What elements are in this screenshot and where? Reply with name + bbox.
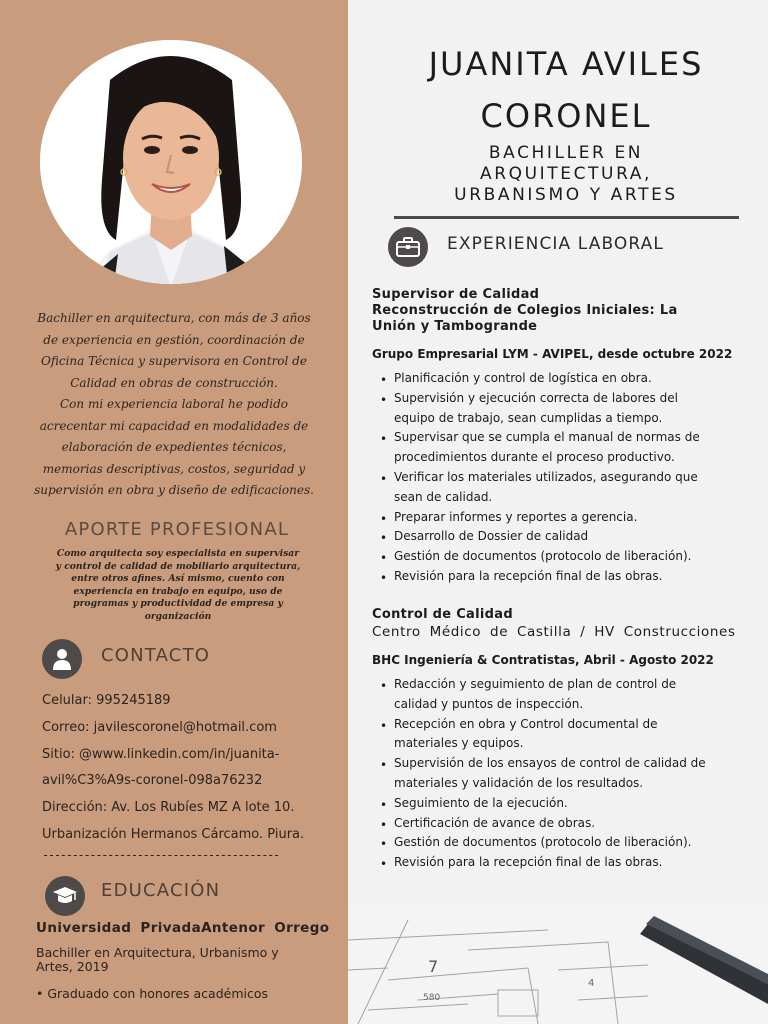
- job-duties: [372, 675, 740, 873]
- aporte-text: [38, 548, 318, 623]
- contact-website[interactable]: Sitio: @www.linkedin.com/in/juanita-: [42, 746, 280, 762]
- contact-details: [42, 688, 332, 849]
- aporte-line: programas y productividad de empresa y: [73, 598, 283, 609]
- job-title: [390, 143, 742, 206]
- list-item: • Seguimiento de la ejecución.: [372, 794, 740, 814]
- summary-line: Bachiller en arquitectura, con más de 3 años: [37, 311, 311, 325]
- blueprint-image: [348, 910, 768, 1024]
- list-item: • Supervisión de los ensayos de control de calidad de materiales y validación de los resultados.: [372, 754, 740, 794]
- education-heading: EDUCACIÓN: [101, 880, 221, 901]
- profile-summary: [24, 308, 324, 502]
- name-line: CORONEL: [480, 97, 652, 135]
- aporte-line: y control de calidad de mobiliario arquitectura,: [55, 560, 301, 572]
- job-project: Reconstrucción de Colegios Iniciales: La: [372, 303, 678, 318]
- aporte-line: entre otros afines. Así mismo, cuento con: [71, 573, 285, 584]
- job-company: Grupo Empresarial LYM - AVIPEL, desde octubre 2022: [372, 347, 733, 361]
- header-rule: [394, 216, 739, 219]
- aporte-heading: APORTE PROFESIONAL: [64, 519, 290, 540]
- list-item: • Gestión de documentos (protocolo de liberación).: [372, 833, 740, 853]
- job-entry: [372, 607, 740, 873]
- list-item: • Desarrollo de Dossier de calidad: [372, 527, 740, 547]
- blueprint-label: 7: [428, 957, 439, 976]
- contact-phone: Celular: 995245189: [42, 693, 171, 708]
- list-item: • Revisión para la recepción final de las obras.: [372, 853, 740, 873]
- summary-line: memorias descriptivas, costos, seguridad y: [42, 461, 306, 476]
- list-item: • Certificación de avance de obras.: [372, 814, 740, 834]
- blueprint-label: 580: [423, 993, 441, 1003]
- aporte-line: experiencia en trabajo en equipo, uso de: [73, 585, 283, 597]
- subtitle-line: URBANISMO Y ARTES: [454, 185, 678, 205]
- summary-line: Oficina Técnica y supervisora en Control de: [41, 354, 307, 368]
- list-item: • Redacción y seguimiento de plan de control de calidad y puntos de inspección.: [372, 675, 740, 715]
- job-project-cont: Unión y Tambogrande: [372, 319, 538, 334]
- contact-email[interactable]: Correo: javilescoronel@hotmail.com: [42, 719, 277, 735]
- list-item: • Revisión para la recepción final de las obras.: [372, 567, 740, 587]
- summary-line: de experiencia en gestión, coordinación de: [43, 332, 305, 347]
- job-entry: [372, 287, 740, 587]
- summary-line: supervisión en obra y diseño de edificaciones.: [34, 483, 314, 497]
- blueprint-label: 4: [588, 978, 595, 989]
- summary-line: Calidad en obras de construcción.: [70, 375, 278, 390]
- briefcase-icon: [388, 227, 428, 267]
- contact-address-cont: Urbanización Hermanos Cárcamo. Piura.: [42, 826, 305, 842]
- education-university: Universidad PrivadaAntenor Orrego: [36, 920, 330, 936]
- list-item: • Supervisar que se cumpla el manual de normas de procedimientos durante el proceso productivo.: [372, 428, 740, 468]
- list-item: • Verificar los materiales utilizados, asegurando que sean de calidad.: [372, 468, 740, 508]
- experience-heading: EXPERIENCIA LABORAL: [447, 234, 664, 254]
- portrait-illustration: [40, 40, 302, 284]
- user-icon: [42, 639, 82, 679]
- page-title: [390, 38, 742, 142]
- section-divider: ----------------------------------------: [42, 848, 279, 862]
- job-heading: [372, 287, 740, 335]
- job-role: Control de Calidad: [372, 607, 513, 622]
- list-item: • Gestión de documentos (protocolo de liberación).: [372, 547, 740, 567]
- job-role: Supervisor de Calidad: [372, 287, 540, 302]
- subtitle-line: BACHILLER EN: [488, 143, 644, 163]
- job-project: Centro Médico de Castilla / HV Construcciones: [372, 624, 736, 640]
- contact-address: Dirección: Av. Los Rubíes MZ A lote 10.: [42, 800, 295, 816]
- education-degree-line: Artes, 2019: [36, 959, 109, 974]
- summary-line: Con mi experiencia laboral he podido: [60, 397, 288, 411]
- list-item: • Planificación y control de logística en obra.: [372, 369, 740, 389]
- list-item: • Recepción en obra y Control documental de materiales y equipos.: [372, 715, 740, 755]
- graduation-cap-icon: [45, 876, 85, 916]
- profile-photo: [40, 40, 302, 284]
- list-item: • Supervisión y ejecución correcta de labores del equipo de trabajo, sean cumplidas a tiempo.: [372, 389, 740, 429]
- aporte-line: Como arquitecta soy especialista en supervisar: [56, 548, 300, 559]
- summary-line: acrecentar mi capacidad en modalidades de: [39, 418, 309, 433]
- job-company: BHC Ingeniería & Contratistas, Abril - Agosto 2022: [372, 653, 714, 667]
- education-honor: • Graduado con honores académicos: [36, 986, 269, 1001]
- name-line: JUANITA AVILES: [428, 45, 704, 83]
- aporte-line: organización: [144, 610, 212, 622]
- subtitle-line: ARQUITECTURA,: [479, 164, 653, 184]
- education-degree-line: Bachiller en Arquitectura, Urbanismo y: [36, 945, 279, 960]
- contact-website-cont[interactable]: avil%C3%A9s-coronel-098a76232: [42, 773, 263, 789]
- job-heading: [372, 607, 740, 623]
- job-duties: [372, 369, 740, 587]
- summary-line: elaboración de expedientes técnicos,: [61, 440, 287, 454]
- education-degree: [36, 946, 326, 974]
- list-item: • Preparar informes y reportes a gerencia.: [372, 508, 740, 528]
- contact-heading: CONTACTO: [101, 645, 211, 666]
